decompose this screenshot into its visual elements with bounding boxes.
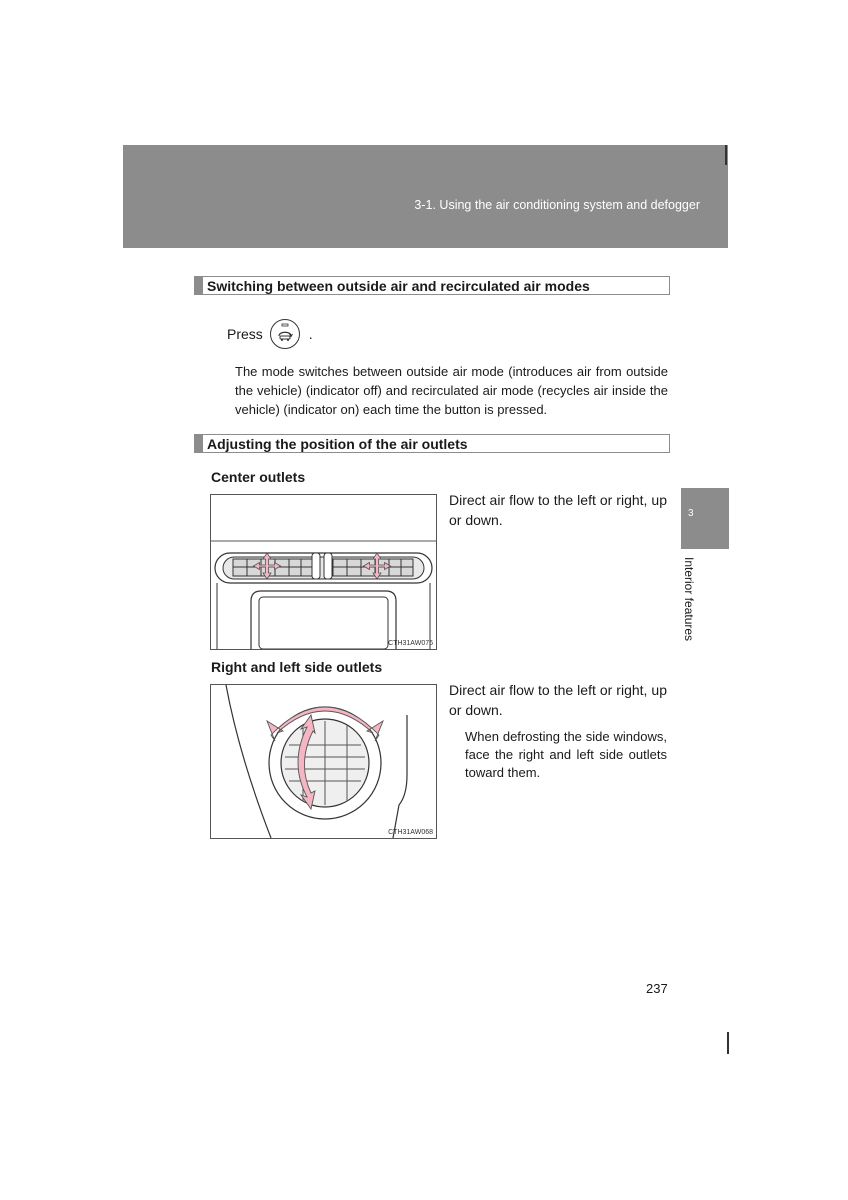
chapter-label: Interior features [682,557,696,642]
side-outlets-title: Right and left side outlets [211,659,383,675]
recirculation-button-icon [270,319,300,349]
side-outlets-illustration [211,685,436,838]
press-period: . [308,326,313,342]
page-tick-mark [727,1032,729,1054]
header-tick-mark [725,145,727,165]
page-number: 237 [646,981,668,996]
section-heading-recirculation [194,276,670,295]
center-outlets-title: Center outlets [211,469,306,485]
side-outlets-note: When defrosting the side windows, face the right and left side outlets toward them. [465,729,667,780]
section-heading-air-outlets [194,434,670,453]
side-outlets-figure [210,684,437,839]
press-label: Press [227,326,263,342]
press-instruction [227,318,313,350]
figure-code: CTH31AW068 [388,829,433,836]
recirculation-description: The mode switches between outside air mode (introduces air from outside the vehicle) (indicator off) and recirculated air mode (recycles air inside the vehicle) (indicator on) each time the button is pressed. [235,364,668,417]
header-title: 3-1. Using the air conditioning system and defogger [414,198,700,212]
center-outlets-description: Direct air flow to the left or right, up or down. [449,492,667,528]
figure-code: CTH31AW076 [388,640,433,647]
center-outlets-illustration [211,495,436,649]
header-band [123,145,728,248]
center-outlets-figure [210,494,437,650]
chapter-tab [681,488,729,549]
section-heading-label: Switching between outside air and recirculated air modes [207,278,590,294]
side-outlets-description: Direct air flow to the left or right, up or down. [449,682,667,718]
section-heading-label: Adjusting the position of the air outlets [207,436,468,452]
chapter-number: 3 [688,508,694,519]
